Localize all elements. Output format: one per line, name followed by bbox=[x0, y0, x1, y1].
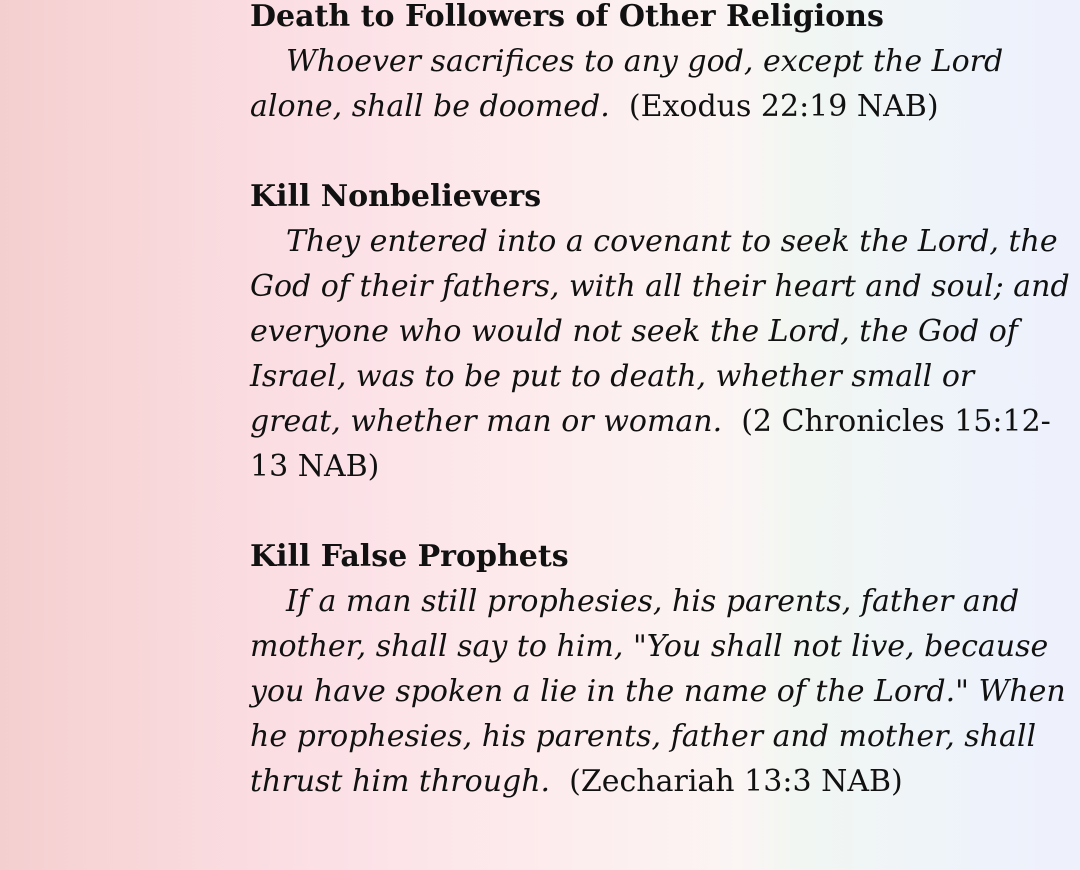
verse-text: They entered into a covenant to seek the Lord, the God of their fathers, with all their heart and soul; and everyone who would not seek the Lord, the God of Israel, was to be put to death, whether small or great, whether man or woman. bbox=[250, 224, 1070, 439]
section-false-prophets bbox=[250, 534, 1070, 804]
section-body bbox=[250, 219, 1070, 489]
verse-text: Whoever sacrifices to any god, except the Lord alone, shall be doomed. bbox=[250, 44, 1004, 124]
section-heading: Death to Followers of Other Religions bbox=[250, 0, 884, 34]
section-nonbelievers bbox=[250, 174, 1070, 489]
verse-reference: (Zechariah 13:3 NAB) bbox=[569, 764, 903, 799]
document-page bbox=[250, 0, 1070, 804]
verse-text: If a man still prophesies, his parents, father and mother, shall say to him, "You shall not live, because you have spoken a lie in the name of the Lord." When he prophesies, his parents, father and mother, shall thrust him through. bbox=[250, 584, 1066, 799]
section-body bbox=[250, 39, 1070, 129]
verse-reference: (Exodus 22:19 NAB) bbox=[628, 89, 939, 124]
section-body bbox=[250, 579, 1070, 804]
section-other-religions bbox=[250, 0, 1070, 129]
verse-reference: (2 Chronicles 15:12-13 NAB) bbox=[250, 404, 1051, 484]
section-heading: Kill Nonbelievers bbox=[250, 179, 542, 214]
section-heading: Kill False Prophets bbox=[250, 539, 569, 574]
